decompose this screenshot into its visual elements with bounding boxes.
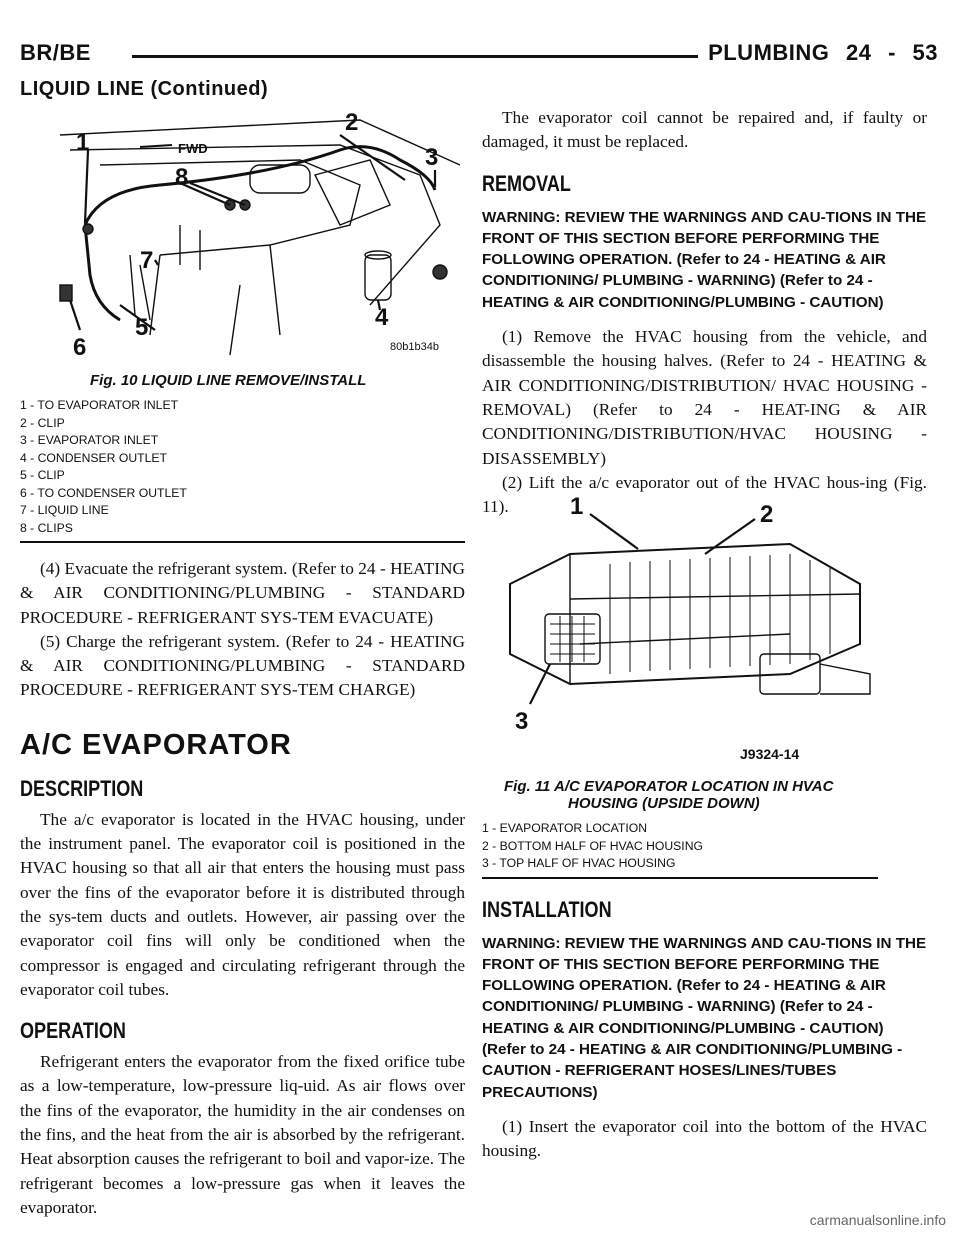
fig10-code: 80b1b34b bbox=[390, 341, 439, 353]
fig10-legend-item: 5 - CLIP bbox=[20, 468, 65, 482]
header-right: PLUMBING 24 - 53 bbox=[708, 40, 938, 65]
step-5-charge: (5) Charge the refrigerant system. (Refer to 24 - HEATING & AIR CONDITIONING/PLUMBING - STANDARD PROCEDURE - REFRIGERANT SYS-TEM CHARGE) bbox=[20, 631, 465, 700]
operation-text: Refrigerant enters the evaporator from the fixed orifice tube as a low-temperature, low-pressure liq-uid. As air flows over the fins of the evaporator, the humidity in the air condenses on the fins, and the heat from the air is absorbed by the refrigerant. Heat absorption causes the refrigerant to boil and vapor-ize. The refrigerant becomes a low-pressure gas when it leaves the evaporator. bbox=[20, 1052, 465, 1217]
fig11-legend-item: 1 - EVAPORATOR LOCATION bbox=[482, 821, 648, 835]
fig10-label-3: 3 bbox=[425, 144, 439, 171]
fig10-legend-item: 6 - TO CONDENSER OUTLET bbox=[20, 485, 187, 500]
fig10-label-7: 7 bbox=[140, 247, 154, 274]
fig10-rule bbox=[20, 541, 465, 543]
installation-heading: INSTALLATION bbox=[482, 896, 612, 922]
fig11-legend bbox=[482, 820, 927, 873]
fig10-caption: Fig. 10 LIQUID LINE REMOVE/INSTALL bbox=[90, 372, 367, 389]
fig11-legend-item: 3 - TOP HALF OF HVAC HOUSING bbox=[482, 856, 676, 870]
fig10-legend-item: 8 - CLIPS bbox=[20, 520, 73, 535]
header-left: BR/BE bbox=[20, 40, 91, 65]
fig10-label-8: 8 bbox=[175, 164, 189, 191]
installation-warning: WARNING: REVIEW THE WARNINGS AND CAU-TIONS IN THE FRONT OF THIS SECTION BEFORE PERFORMING THE FOLLOWING OPERATION. (Refer to 24 - HEATING & AIR CONDITIONING/ PLUMBING - WARNING) (Refer to 24 - HEATING & AIR CONDITIONING/PLUMBING - CAUTION)(Refer to 24 - HEATING & AIR CONDITIONING/PLUMBING - CAUTION - REFRIGERANT HOSES/LINES/TUBES PRECAUTIONS) bbox=[482, 934, 927, 1101]
fig11-label-1: 1 bbox=[570, 494, 584, 520]
continued-heading: LIQUID LINE (Continued) bbox=[20, 78, 269, 100]
removal-heading: REMOVAL bbox=[482, 170, 571, 196]
installation-step-1: (1) Insert the evaporator coil into the bottom of the HVAC housing. bbox=[482, 1116, 927, 1161]
fig11-illustration bbox=[490, 494, 890, 774]
removal-warning: WARNING: REVIEW THE WARNINGS AND CAU-TIONS IN THE FRONT OF THIS SECTION BEFORE PERFORMING THE FOLLOWING OPERATION. (Refer to 24 - HEATING & AIR CONDITIONING/ PLUMBING - WARNING) (Refer to 24 - HEATING & AIR CONDITIONING/PLUMBING - CAUTION) bbox=[482, 208, 927, 311]
description-heading: DESCRIPTION bbox=[20, 775, 144, 801]
step-4-evacuate: (4) Evacuate the refrigerant system. (Refer to 24 - HEATING & AIR CONDITIONING/PLUMBING - STANDARD PROCEDURE - REFRIGERANT SYS-TEM EVACUATE) bbox=[20, 559, 465, 627]
fig10-label-5: 5 bbox=[135, 314, 149, 341]
fig10-legend-item: 1 - TO EVAPORATOR INLET bbox=[20, 398, 179, 412]
fig10-legend-item: 4 - CONDENSER OUTLET bbox=[20, 450, 167, 465]
fig10-label-4: 4 bbox=[375, 304, 389, 331]
fig10-legend bbox=[20, 397, 465, 537]
fig11-code: J9324-14 bbox=[740, 746, 800, 762]
section-title-ac-evaporator: A/C EVAPORATOR bbox=[20, 728, 292, 761]
fig11-caption-line2: HOUSING (UPSIDE DOWN) bbox=[568, 795, 760, 812]
header-rule bbox=[132, 55, 698, 58]
description-text: The a/c evaporator is located in the HVAC housing, under the instrument panel. The evaporator coil is positioned in the HVAC housing so that all air that enters the housing must pass over the fins of the evaporator before it is distributed through the sys-tem ducts and outlets. However, air passing over the evaporator coil fins will only be conditioned when the compressor is engaged and circulating refrigerant through the evaporator coil tubes. bbox=[20, 809, 465, 999]
fig11-label-3: 3 bbox=[515, 708, 529, 735]
evaporator-intro: The evaporator coil cannot be repaired and, if faulty or damaged, it must be replaced. bbox=[482, 108, 927, 152]
operation-heading: OPERATION bbox=[20, 1018, 126, 1044]
footer-watermark: carmanualsonline.info bbox=[809, 1212, 946, 1228]
fig10-fwd-label: FWD bbox=[178, 141, 208, 156]
fig10-label-6: 6 bbox=[73, 334, 87, 361]
fig10-label-1: 1 bbox=[76, 129, 90, 156]
fig11-caption-line1: Fig. 11 A/C EVAPORATOR LOCATION IN HVAC bbox=[504, 778, 834, 795]
fig10-illustration bbox=[40, 105, 460, 367]
fig10-label-2: 2 bbox=[345, 109, 359, 136]
fig11-legend-item: 2 - BOTTOM HALF OF HVAC HOUSING bbox=[482, 838, 703, 853]
fig10-legend-item: 2 - CLIP bbox=[20, 415, 65, 430]
removal-step-1: (1) Remove the HVAC housing from the vehicle, and disassemble the housing halves. (Refer to 24 - HEATING & AIR CONDITIONING/DISTRIBUTION/ HVAC HOUSING - REMOVAL) (Refer to 24 - HEAT-ING & AIR CONDITIONING/DISTRIBUTION/HVAC HOUSING - DISASSEMBLY) bbox=[482, 327, 927, 468]
fig10-legend-item: 7 - LIQUID LINE bbox=[20, 503, 109, 517]
removal-step-2: (2) Lift the a/c evaporator out of the HVAC hous-ing (Fig. 11). bbox=[482, 472, 927, 517]
fig11-rule bbox=[482, 877, 878, 879]
fig11-label-2: 2 bbox=[760, 501, 774, 528]
fig10-legend-item: 3 - EVAPORATOR INLET bbox=[20, 433, 159, 447]
